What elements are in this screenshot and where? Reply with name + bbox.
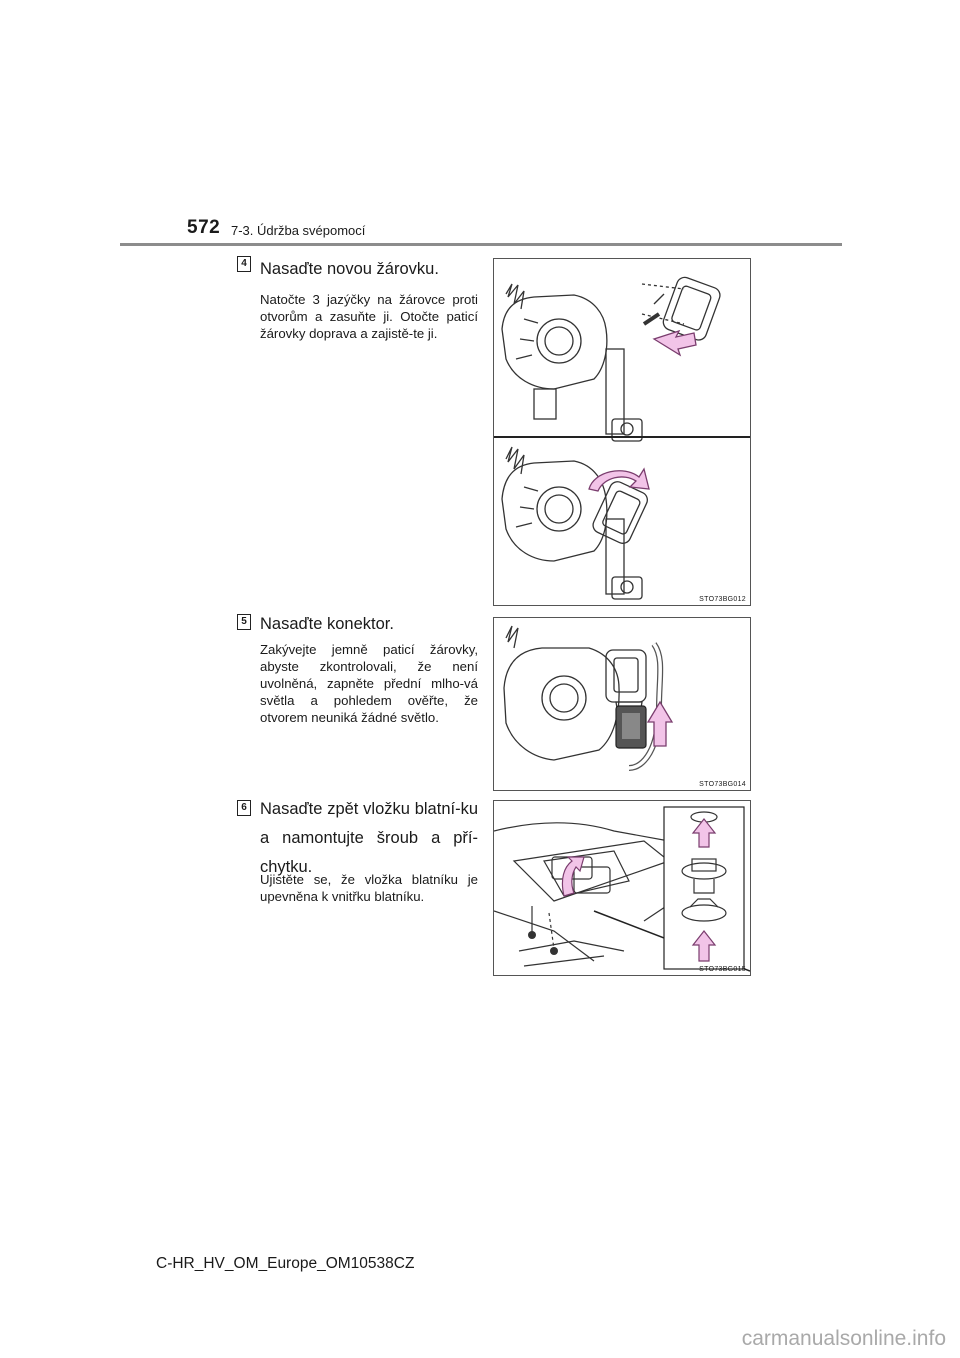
document-code: C-HR_HV_OM_Europe_OM10538CZ [156, 1255, 415, 1272]
screw-icon [528, 931, 536, 939]
watermark: carmanualsonline.info [741, 1327, 946, 1350]
push-up-arrow-icon [648, 702, 672, 746]
header-divider [120, 243, 842, 246]
bulb-install-illustration [494, 259, 750, 605]
step-4-title: Nasaďte novou žárovku. [260, 260, 439, 278]
step-5-body: Zakývejte jemně paticí žárovky, abyste zkontrolovali, že není uvolněná, zapněte přední mlho-vá světla a pohledem ověřte, že otvorem neuniká žádné světlo. [260, 642, 478, 725]
rotate-arrow-icon [589, 469, 649, 491]
step-number-6: 6 [237, 800, 251, 816]
step-number-5: 5 [237, 614, 251, 630]
step-5-title: Nasaďte konektor. [260, 615, 394, 633]
insert-arrow-icon [654, 331, 696, 355]
step-4-body: Natočte 3 jazýčky na žárovce proti otvorům a zasuňte ji. Otočte paticí žárovky doprava a zajistě-te ji. [260, 292, 478, 341]
step-6-title: Nasaďte zpět vložku blatní-ku a namontujte šroub a pří-chytku. [260, 800, 478, 876]
page-number: 572 [187, 217, 221, 238]
figure-fender-liner [493, 800, 751, 976]
screw-icon-2 [550, 947, 558, 955]
connector-illustration [494, 618, 750, 790]
figure-install-bulb [493, 258, 751, 606]
fender-liner-illustration [494, 801, 750, 975]
figure-code: STO73BG015 [699, 966, 746, 973]
figure-connector [493, 617, 751, 791]
step-number-4: 4 [237, 256, 251, 272]
section-title: 7-3. Údržba svépomocí [231, 223, 366, 238]
figure-code: STO73BG012 [699, 596, 746, 603]
liner-arrow-icon [562, 857, 584, 896]
figure-code: STO73BG014 [699, 781, 746, 788]
step-6-body: Ujistěte se, že vložka blatníku je upevněna k vnitřku blatníku. [260, 872, 478, 904]
